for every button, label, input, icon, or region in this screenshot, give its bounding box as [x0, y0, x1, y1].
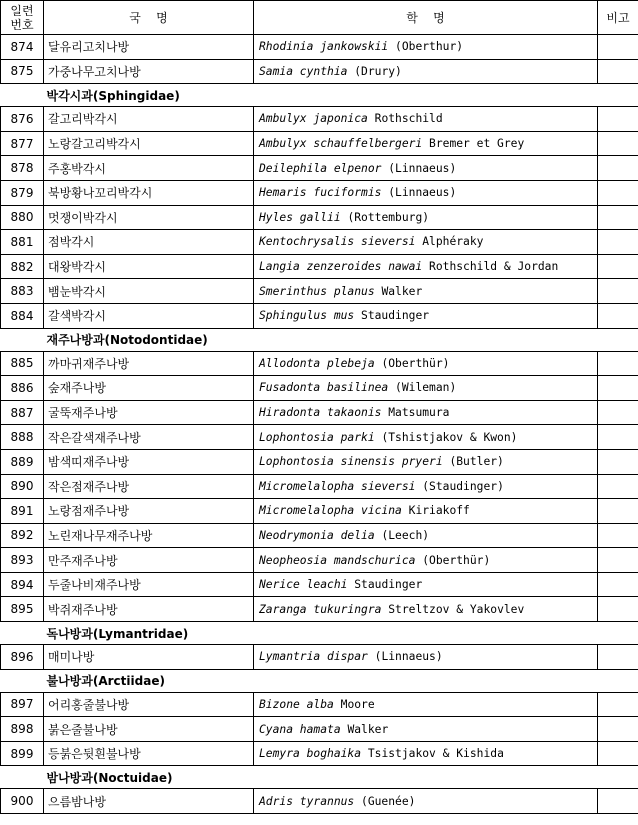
- serial-number-cell: 898: [1, 717, 44, 742]
- remarks-cell: [598, 523, 638, 548]
- binomial-name: Fusadonta basilinea: [259, 381, 389, 395]
- table-row: [1, 449, 638, 474]
- korean-name-cell: 작은갈색재주나방: [44, 425, 254, 450]
- author-citation: (Drury): [354, 64, 402, 78]
- binomial-name: Langia zenzeroides nawai: [259, 260, 423, 274]
- korean-name-cell: 갈색박각시: [44, 303, 254, 328]
- binomial-name: Ambulyx schauffelbergeri: [259, 137, 423, 151]
- binomial-name: Ambulyx japonica: [259, 112, 368, 126]
- scientific-name-cell: [254, 717, 598, 742]
- table-row: [1, 131, 638, 156]
- family-heading: 재주나방과(Notodontidae): [1, 328, 638, 351]
- remarks-cell: [598, 692, 638, 717]
- author-citation: Staudinger: [354, 578, 423, 592]
- binomial-name: Rhodinia jankowskii: [259, 40, 389, 54]
- table-row: [1, 741, 638, 766]
- remarks-cell: [598, 474, 638, 499]
- table-row: [1, 548, 638, 573]
- scientific-name-cell: [254, 572, 598, 597]
- serial-number-cell: 891: [1, 499, 44, 524]
- serial-number-cell: 885: [1, 351, 44, 376]
- remarks-header: 비고: [598, 1, 638, 35]
- scientific-name-cell: [254, 645, 598, 670]
- korean-name-header: 국 명: [44, 1, 254, 35]
- korean-name-cell: 매미나방: [44, 645, 254, 670]
- korean-name-cell: 뱀눈박각시: [44, 279, 254, 304]
- scientific-name-cell: [254, 107, 598, 132]
- scientific-name-cell: [254, 425, 598, 450]
- korean-name-cell: 노랑점재주나방: [44, 499, 254, 524]
- author-citation: Streltzov & Yakovlev: [388, 602, 525, 616]
- binomial-name: Zaranga tukuringra: [259, 602, 382, 616]
- scientific-name-cell: [254, 741, 598, 766]
- family-heading-row: [1, 622, 638, 645]
- author-citation: (Leech): [381, 528, 430, 542]
- binomial-name: Hyles gallii: [259, 210, 341, 224]
- korean-name-cell: 가중나무고치나방: [44, 59, 254, 84]
- remarks-cell: [598, 107, 638, 132]
- author-citation: (Butler): [449, 455, 504, 469]
- serial-number-cell: 893: [1, 548, 44, 573]
- author-citation: Walker: [347, 722, 389, 736]
- author-citation: Tsistjakov & Kishida: [367, 747, 504, 761]
- remarks-cell: [598, 376, 638, 401]
- author-citation: (Rottemburg): [347, 210, 430, 224]
- scientific-name-cell: [254, 400, 598, 425]
- binomial-name: Hiradonta takaonis: [259, 406, 382, 420]
- binomial-name: Kentochrysalis sieversi: [259, 235, 416, 249]
- korean-name-cell: 등붉은뒷흰불나방: [44, 741, 254, 766]
- binomial-name: Neodrymonia delia: [259, 528, 375, 542]
- remarks-cell: [598, 400, 638, 425]
- korean-name-cell: 까마귀재주나방: [44, 351, 254, 376]
- serial-number-cell: 887: [1, 400, 44, 425]
- author-citation: Moore: [340, 697, 375, 711]
- table-row: [1, 205, 638, 230]
- scientific-name-cell: [254, 351, 598, 376]
- scientific-name-cell: [254, 205, 598, 230]
- serial-number-cell: 886: [1, 376, 44, 401]
- author-citation: Rothschild: [374, 112, 443, 126]
- remarks-cell: [598, 597, 638, 622]
- family-heading: 밤나방과(Noctuidae): [1, 766, 638, 789]
- author-citation: (Oberthür): [381, 356, 450, 370]
- korean-name-cell: 노랑갈고리박각시: [44, 131, 254, 156]
- binomial-name: Allodonta plebeja: [259, 356, 375, 370]
- korean-name-cell: 노린재나무재주나방: [44, 523, 254, 548]
- remarks-cell: [598, 279, 638, 304]
- table-row: [1, 692, 638, 717]
- author-citation: Alphéraky: [422, 235, 484, 249]
- remarks-cell: [598, 230, 638, 255]
- scientific-name-cell: [254, 449, 598, 474]
- remarks-cell: [598, 717, 638, 742]
- serial-number-cell: 879: [1, 180, 44, 205]
- family-heading: 독나방과(Lymantridae): [1, 622, 638, 645]
- serial-number-cell: 876: [1, 107, 44, 132]
- korean-name-cell: 멋쟁이박각시: [44, 205, 254, 230]
- serial-number-cell: 895: [1, 597, 44, 622]
- family-heading-row: [1, 328, 638, 351]
- serial-header-line2: 번호: [10, 17, 34, 32]
- table-row: [1, 425, 638, 450]
- serial-number-cell: 880: [1, 205, 44, 230]
- scientific-name-cell: [254, 59, 598, 84]
- binomial-name: Nerice leachi: [259, 578, 348, 592]
- korean-name-cell: 어리홍줄불나방: [44, 692, 254, 717]
- author-citation: (Linnaeus): [388, 186, 457, 200]
- binomial-name: Hemaris fuciformis: [259, 186, 382, 200]
- serial-number-cell: 889: [1, 449, 44, 474]
- scientific-name-cell: [254, 692, 598, 717]
- remarks-cell: [598, 156, 638, 181]
- scientific-name-cell: [254, 180, 598, 205]
- author-citation: Walker: [381, 284, 423, 298]
- author-citation: Rothschild & Jordan: [429, 260, 559, 274]
- serial-number-cell: 888: [1, 425, 44, 450]
- binomial-name: Neopheosia mandschurica: [259, 553, 416, 567]
- korean-name-cell: 대왕박각시: [44, 254, 254, 279]
- serial-number-cell: 881: [1, 230, 44, 255]
- remarks-cell: [598, 789, 638, 814]
- scientific-name-cell: [254, 499, 598, 524]
- table-row: [1, 279, 638, 304]
- scientific-name-cell: [254, 523, 598, 548]
- author-citation: (Linnaeus): [388, 161, 457, 175]
- korean-name-cell: 달유리고치나방: [44, 35, 254, 60]
- author-citation: (Linnaeus): [374, 650, 443, 664]
- korean-name-cell: 북방황나꼬리박각시: [44, 180, 254, 205]
- table-row: [1, 474, 638, 499]
- binomial-name: Bizone alba: [259, 697, 334, 711]
- author-citation: Matsumura: [388, 406, 450, 420]
- remarks-cell: [598, 499, 638, 524]
- serial-number-cell: 883: [1, 279, 44, 304]
- korean-name-cell: 붉은줄불나방: [44, 717, 254, 742]
- family-heading-row: [1, 669, 638, 692]
- author-citation: (Oberthur): [395, 40, 464, 54]
- binomial-name: Lophontosia parki: [259, 430, 375, 444]
- serial-number-cell: 882: [1, 254, 44, 279]
- table-row: [1, 645, 638, 670]
- serial-number-header: [1, 1, 44, 35]
- scientific-name-cell: [254, 230, 598, 255]
- scientific-name-cell: [254, 303, 598, 328]
- korean-name-cell: 박쥐재주나방: [44, 597, 254, 622]
- table-row: [1, 523, 638, 548]
- author-citation: (Oberthür): [422, 553, 491, 567]
- author-citation: (Tshistjakov & Kwon): [381, 430, 518, 444]
- table-row: [1, 351, 638, 376]
- serial-number-cell: 897: [1, 692, 44, 717]
- korean-name-cell: 작은점재주나방: [44, 474, 254, 499]
- remarks-cell: [598, 741, 638, 766]
- remarks-cell: [598, 131, 638, 156]
- table-row: [1, 376, 638, 401]
- binomial-name: Samia cynthia: [259, 64, 348, 78]
- korean-name-cell: 만주재주나방: [44, 548, 254, 573]
- author-citation: Staudinger: [361, 309, 430, 323]
- table-row: [1, 59, 638, 84]
- table-row: [1, 35, 638, 60]
- serial-number-cell: 894: [1, 572, 44, 597]
- table-row: [1, 400, 638, 425]
- table-row: [1, 303, 638, 328]
- remarks-cell: [598, 35, 638, 60]
- serial-number-cell: 875: [1, 59, 44, 84]
- table-row: [1, 572, 638, 597]
- author-citation: (Wileman): [395, 381, 457, 395]
- scientific-name-cell: [254, 156, 598, 181]
- remarks-cell: [598, 205, 638, 230]
- table-row: [1, 180, 638, 205]
- table-row: [1, 107, 638, 132]
- binomial-name: Lemyra boghaika: [259, 747, 362, 761]
- author-citation: Kiriakoff: [408, 504, 470, 518]
- serial-number-cell: 874: [1, 35, 44, 60]
- scientific-name-cell: [254, 597, 598, 622]
- korean-name-cell: 으름밤나방: [44, 789, 254, 814]
- remarks-cell: [598, 645, 638, 670]
- binomial-name: Micromelalopha sieversi: [259, 479, 416, 493]
- remarks-cell: [598, 425, 638, 450]
- family-heading-row: [1, 84, 638, 107]
- header-row: [1, 1, 638, 35]
- table-row: [1, 156, 638, 181]
- scientific-name-cell: [254, 789, 598, 814]
- serial-header-line1: 일련: [10, 3, 34, 18]
- serial-number-cell: 900: [1, 789, 44, 814]
- author-citation: (Staudinger): [422, 479, 504, 493]
- korean-name-cell: 두줄나비재주나방: [44, 572, 254, 597]
- binomial-name: Deilephila elpenor: [259, 161, 382, 175]
- serial-number-cell: 890: [1, 474, 44, 499]
- remarks-cell: [598, 254, 638, 279]
- scientific-name-cell: [254, 131, 598, 156]
- remarks-cell: [598, 180, 638, 205]
- remarks-cell: [598, 59, 638, 84]
- remarks-cell: [598, 572, 638, 597]
- remarks-cell: [598, 449, 638, 474]
- binomial-name: Sphingulus mus: [259, 309, 355, 323]
- serial-number-cell: 892: [1, 523, 44, 548]
- scientific-name-header: 학 명: [254, 1, 598, 35]
- serial-number-cell: 899: [1, 741, 44, 766]
- korean-name-cell: 점박각시: [44, 230, 254, 255]
- author-citation: Bremer et Grey: [429, 137, 525, 151]
- table-row: [1, 717, 638, 742]
- family-heading: 박각시과(Sphingidae): [1, 84, 638, 107]
- remarks-cell: [598, 303, 638, 328]
- scientific-name-cell: [254, 254, 598, 279]
- table-row: [1, 230, 638, 255]
- author-citation: (Guenée): [361, 794, 416, 808]
- binomial-name: Lophontosia sinensis pryeri: [259, 455, 443, 469]
- remarks-cell: [598, 351, 638, 376]
- binomial-name: Adris tyrannus: [259, 794, 355, 808]
- binomial-name: Cyana hamata: [259, 722, 341, 736]
- family-heading: 불나방과(Arctiidae): [1, 669, 638, 692]
- scientific-name-cell: [254, 376, 598, 401]
- table-row: [1, 789, 638, 814]
- binomial-name: Micromelalopha vicina: [259, 504, 402, 518]
- family-heading-row: [1, 766, 638, 789]
- serial-number-cell: 884: [1, 303, 44, 328]
- table-row: [1, 254, 638, 279]
- table-row: [1, 499, 638, 524]
- scientific-name-cell: [254, 548, 598, 573]
- scientific-name-cell: [254, 279, 598, 304]
- binomial-name: Smerinthus planus: [259, 284, 375, 298]
- binomial-name: Lymantria dispar: [259, 650, 368, 664]
- korean-name-cell: 숲재주나방: [44, 376, 254, 401]
- korean-name-cell: 갈고리박각시: [44, 107, 254, 132]
- serial-number-cell: 878: [1, 156, 44, 181]
- serial-number-cell: 877: [1, 131, 44, 156]
- remarks-cell: [598, 548, 638, 573]
- scientific-name-cell: [254, 474, 598, 499]
- serial-number-cell: 896: [1, 645, 44, 670]
- korean-name-cell: 주홍박각시: [44, 156, 254, 181]
- korean-name-cell: 밤색띠재주나방: [44, 449, 254, 474]
- korean-name-cell: 굴뚝재주나방: [44, 400, 254, 425]
- scientific-name-cell: [254, 35, 598, 60]
- table-row: [1, 597, 638, 622]
